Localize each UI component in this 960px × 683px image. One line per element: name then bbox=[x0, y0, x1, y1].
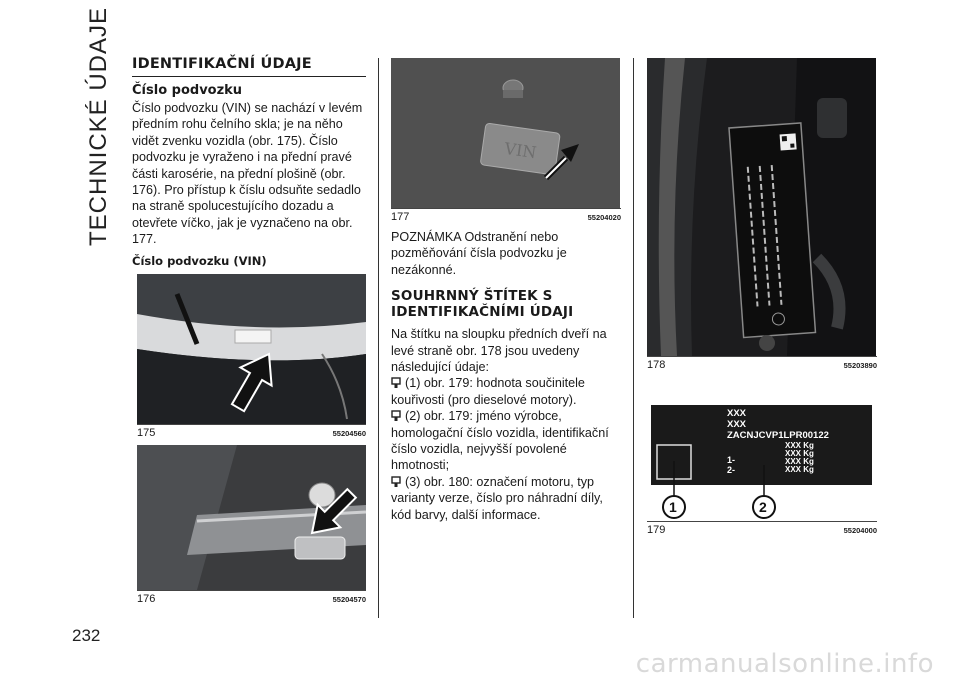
figure-176-image bbox=[137, 445, 366, 590]
axle-label: 2- bbox=[727, 465, 736, 475]
figure-176-caption bbox=[137, 590, 366, 605]
key-icon bbox=[391, 476, 401, 487]
chapter-title: TECHNICKÉ ÚDAJE bbox=[85, 6, 112, 246]
column-divider bbox=[378, 58, 379, 618]
weight-line: XXX Kg bbox=[785, 441, 814, 450]
list-item: (3) obr. 180: označení motoru, typ varianty verze, číslo pro náhradní díly, kód barvy, další informace. bbox=[391, 474, 603, 522]
vin-plate-text: VIN bbox=[503, 138, 538, 163]
axle-label: 1- bbox=[727, 455, 736, 465]
column-2 bbox=[391, 58, 621, 523]
figure-179-image bbox=[647, 403, 876, 521]
figure-number: 178 bbox=[647, 359, 666, 371]
column-divider bbox=[633, 58, 634, 618]
weight-line: XXX Kg bbox=[785, 465, 814, 474]
callout-2: 2 bbox=[759, 499, 767, 515]
figure-175-caption bbox=[137, 424, 366, 439]
figure-code: 55203890 bbox=[843, 361, 877, 370]
section-title: IDENTIFIKAČNÍ ÚDAJE bbox=[132, 56, 366, 77]
weight-line: XXX Kg bbox=[785, 449, 814, 458]
sub-title-vin: Číslo podvozku (VIN) bbox=[132, 253, 267, 268]
column-1 bbox=[132, 56, 366, 611]
figure-code: 55204560 bbox=[332, 428, 366, 438]
paragraph: Na štítku na sloupku předních dveří na levé straně obr. 178 jsou uvedeny následující údaje: bbox=[391, 327, 607, 375]
figure-code: 55204000 bbox=[843, 526, 877, 535]
key-icon bbox=[391, 377, 401, 388]
list-item: (1) obr. 179: hodnota součinitele kouřivosti (pro dieselové motory). bbox=[391, 376, 585, 407]
figure-number: 176 bbox=[137, 592, 156, 605]
label-line: XXX bbox=[727, 408, 747, 419]
figure-177-caption bbox=[391, 208, 621, 223]
column-3 bbox=[647, 58, 877, 542]
figure-code: 55204570 bbox=[332, 594, 366, 604]
paragraph: Číslo podvozku (VIN) se nachází v levém předním rohu čelního skla; je na něho vidět zvenku vozidla (obr. 175). Číslo podvozku je vyraženo i na přední pravé části karosérie, na přední plošině (obr. 176). Pro přístup k číslu odsuňte sedadlo na straně spolucestujícího dozadu a otevřete víčko, jak je vyznačeno na obr. 177. bbox=[132, 101, 363, 247]
callout-1: 1 bbox=[669, 499, 677, 515]
figure-code: 55204020 bbox=[587, 213, 621, 222]
figure-number: 175 bbox=[137, 426, 156, 439]
weight-line: XXX Kg bbox=[785, 457, 814, 466]
list-item: (2) obr. 179: jméno výrobce, homologační číslo vozidla, identifikační číslo vozidla, nejvyšší povolené hmotnosti; bbox=[391, 409, 609, 473]
key-icon bbox=[391, 410, 401, 421]
figure-179-caption bbox=[647, 521, 877, 536]
note: POZNÁMKA Odstranění nebo pozměňování čísla podvozku je nezákonné. bbox=[391, 230, 567, 277]
figure-number: 177 bbox=[391, 211, 410, 223]
figure-175-image bbox=[137, 274, 366, 424]
section-title: SOUHRNNÝ ŠTÍTEK S IDENTIFIKAČNÍMI ÚDAJI bbox=[391, 288, 574, 321]
page-number: 232 bbox=[72, 626, 101, 645]
watermark: carmanualsonline.info bbox=[635, 649, 934, 679]
figure-number: 179 bbox=[647, 524, 666, 536]
label-line: ZACNJCVP1LPR00122 bbox=[727, 430, 829, 441]
sub-title: Číslo podvozku bbox=[132, 83, 243, 98]
label-line: XXX bbox=[727, 419, 747, 430]
figure-177-image bbox=[391, 58, 620, 208]
figure-178-caption bbox=[647, 356, 877, 371]
figure-178-image bbox=[647, 58, 876, 356]
